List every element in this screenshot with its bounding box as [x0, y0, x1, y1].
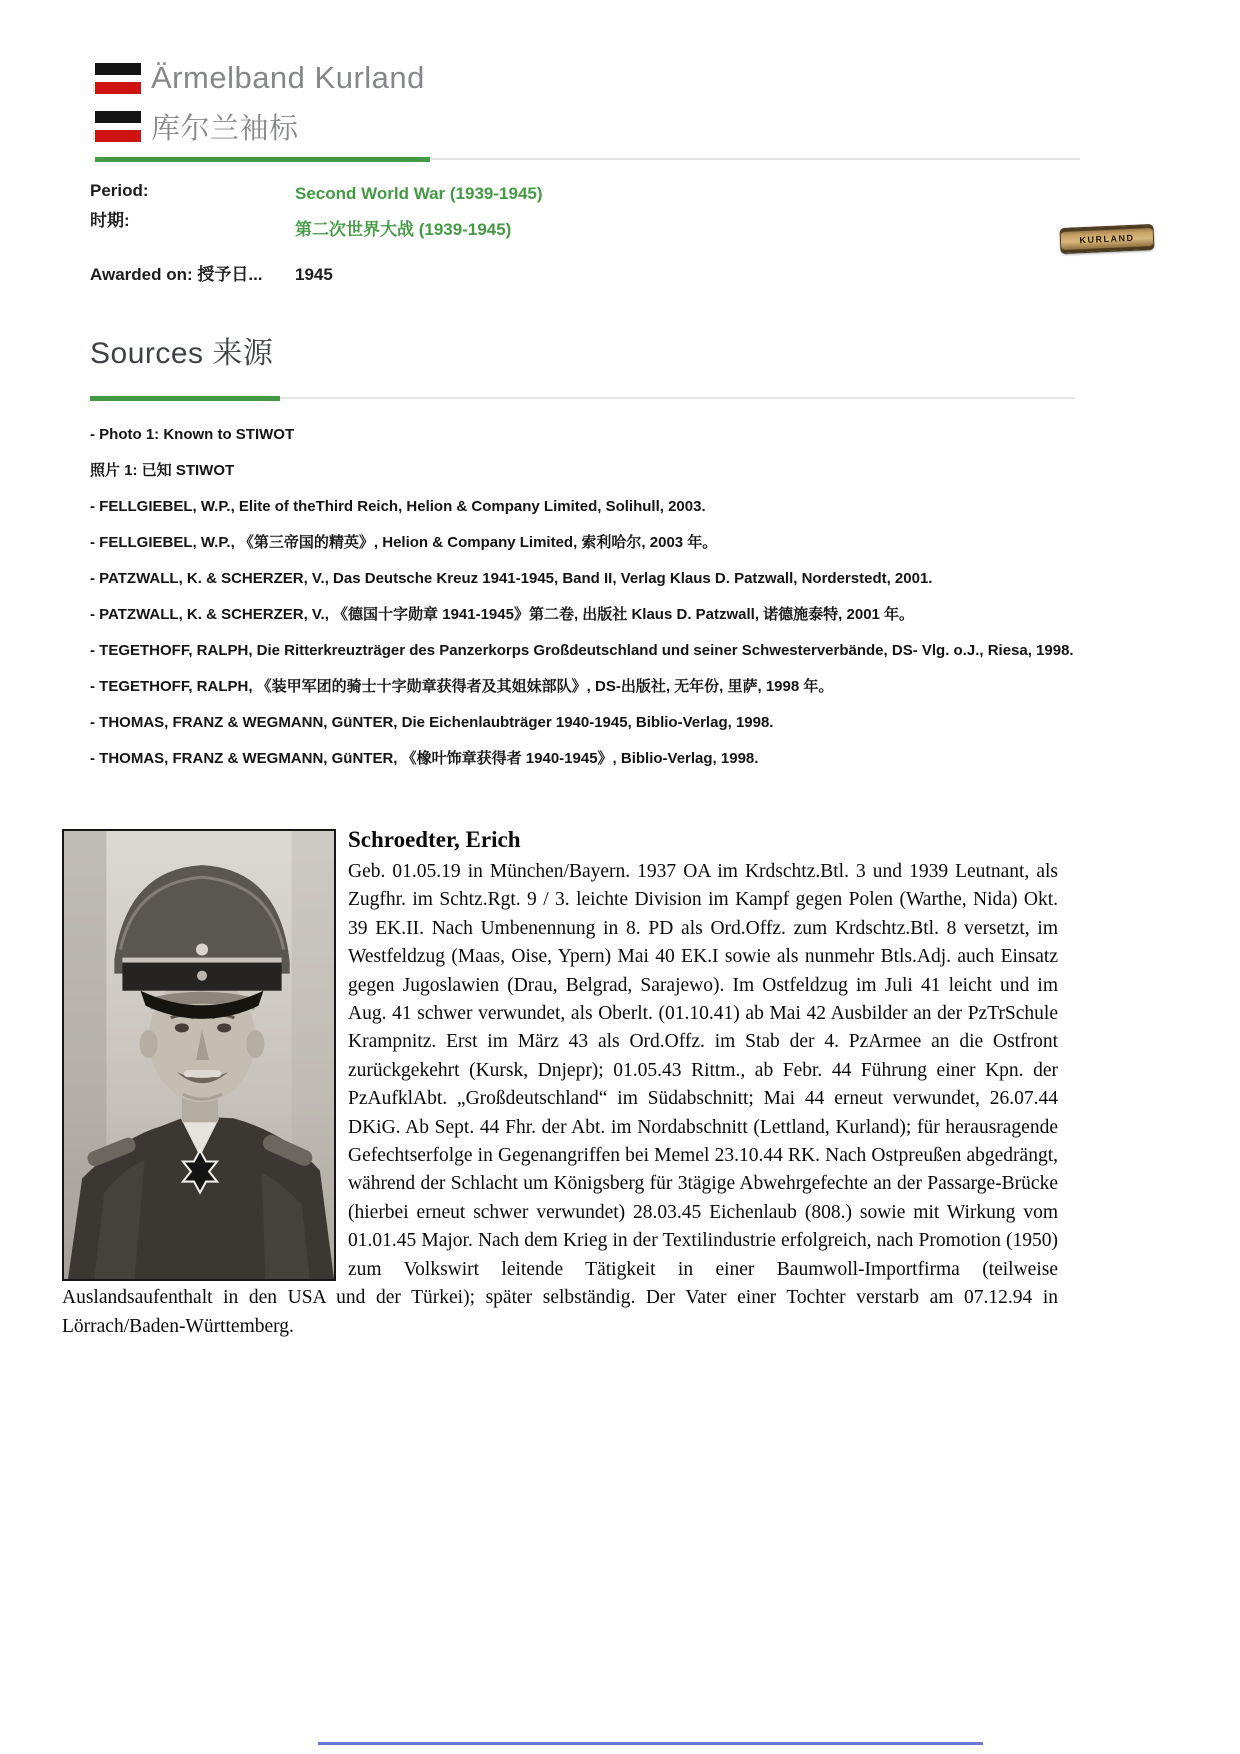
sources-list — [90, 427, 1240, 767]
period-label-zh: 时期: — [90, 211, 130, 230]
awarded-row — [90, 264, 1240, 286]
source-item: - PATZWALL, K. & SCHERZER, V., Das Deutsche Kreuz 1941-1945, Band II, Verlag Klaus D. Patzwall, Norderstedt, 2001. — [90, 570, 933, 587]
source-item: - THOMAS, FRANZ & WEGMANN, GüNTER, 《橡叶饰章获得者 1940-1945》, Biblio-Verlag, 1998. — [90, 750, 759, 767]
title-row-chinese — [95, 106, 1240, 147]
period-value — [295, 176, 543, 248]
portrait-photo-drawing — [64, 831, 334, 1279]
period-label — [90, 176, 295, 248]
source-item: - FELLGIEBEL, W.P., 《第三帝国的精英》, Helion & Company Limited, 索利哈尔, 2003 年。 — [90, 534, 718, 551]
source-item: - FELLGIEBEL, W.P., Elite of theThird Reich, Helion & Company Limited, Solihull, 2003. — [90, 498, 706, 515]
sources-section — [90, 328, 1240, 767]
sources-heading: Sources 来源 — [90, 337, 274, 370]
german-flag-icon — [95, 111, 141, 142]
page-title: Ärmelband Kurland — [151, 60, 425, 95]
bio-name: Schroedter, Erich — [348, 827, 521, 852]
period-label-en: Period: — [90, 181, 149, 200]
awarded-value: 1945 — [295, 265, 333, 284]
biography-section — [62, 825, 1058, 1341]
source-item: - TEGETHOFF, RALPH, Die Ritterkreuzträger des Panzerkorps Großdeutschland und seiner Schwesterverbände, DS- Vlg. o.J., Riesa, 1998. — [90, 642, 1074, 659]
source-item: - TEGETHOFF, RALPH, 《装甲军团的骑士十字勋章获得者及其姐妹部队》, DS-出版社, 无年份, 里萨, 1998 年。 — [90, 678, 834, 695]
title-row-german — [95, 60, 1240, 96]
period-value-link-zh[interactable]: 第二次世界大战 (1939-1945) — [295, 220, 512, 239]
bottom-artifact-line — [318, 1742, 983, 1745]
source-item: - Photo 1: Known to STIWOT — [90, 426, 295, 443]
source-item: - THOMAS, FRANZ & WEGMANN, GüNTER, Die Eichenlaubträger 1940-1945, Biblio-Verlag, 1998. — [90, 714, 774, 731]
page-title-chinese: 库尔兰袖标 — [151, 113, 299, 145]
source-item: - PATZWALL, K. & SCHERZER, V., 《德国十字勋章 1941-1945》第二卷, 出版社 Klaus D. Patzwall, 诺德施泰特, 2001 年。 — [90, 606, 915, 623]
source-item: 照片 1: 已知 STIWOT — [90, 462, 235, 479]
portrait-photo — [62, 829, 336, 1281]
sources-divider — [90, 396, 1075, 401]
cuffband-text: KURLAND — [1079, 232, 1135, 246]
german-flag-icon — [95, 63, 141, 94]
period-value-link-en[interactable]: Second World War (1939-1945) — [295, 184, 543, 203]
header-divider — [95, 157, 1080, 162]
bio-text: Geb. 01.05.19 in München/Bayern. 1937 OA im Krdschtz.Btl. 3 und 1939 Leutnant, als Zugfhr. im Schtz.Rgt. 9 / 3. leichte Division im Kampf gegen Polen (Warthe, Nida) Okt. 39 EK.II. Nach Umbenennung in 8. PD als Ord.Offz. zum Krdschtz.Btl. 8 versetzt, im Westfeldzug (Maas, Oise, Ypern) Mai 40 EK.I sowie als nunmehr Btls.Adj. auch Einsatz gegen Jugoslawien (Drau, Belgrad, Sarajewo). Im Ostfeldzug im Juli 41 leicht und im Aug. 41 schwer verwundet, als Oberlt. (01.10.41) ab Mai 42 Ausbilder an der PzTrSchule Krampnitz. Erst im März 43 als Ord.Offz. im Stab der 4. PzArmee an die Ostfront zurückgekehrt (Kursk, Dnjepr); 01.05.43 Rittm., ab Febr. 44 Führung einer Kpn. der PzAufklAbt. „Großdeutschland“ im Südabschnitt; Mai 44 erneut verwundet, 26.07.44 DKiG. Ab Sept. 44 Fhr. der Abt. im Nordabschnitt (Lettland, Kurland); für herausragende Gefechtserfolge in Gegenangriffen bei Memel 23.10.44 RK. Nach Ostpreußen abgedrängt, während der Schlacht um Königsberg für 3tägige Abwehrgefechte an der Passarge-Brücke (hierbei erneut schwer verwundet) 28.03.45 Eichenlaub (808.) sowie mit Wirkung vom 01.01.45 Major. Nach dem Krieg in der Textilindustrie erfolgreich, nach Promotion (1950) zum Volkswirt leitende Tätigkeit in einer Baumwoll-Importfirma (teilweise Auslandsaufenthalt in den USA und der Türkei); später selbständig. Der Vater einer Tochter verstarb am 07.12.94 in Lörrach/Baden-Württemberg. — [62, 861, 1058, 1337]
awarded-label: Awarded on: 授予日... — [90, 265, 263, 284]
cuffband-thumbnail[interactable] — [1059, 224, 1154, 254]
header — [0, 0, 1240, 147]
